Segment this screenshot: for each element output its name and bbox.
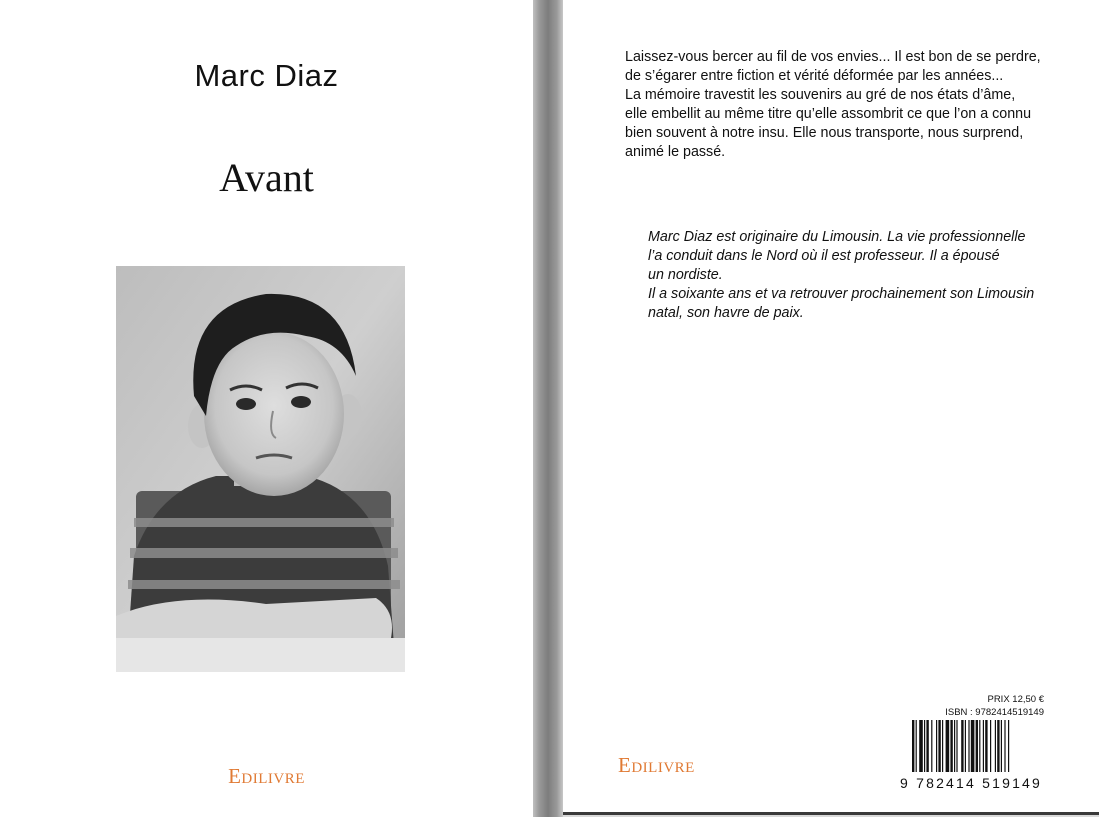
barcode-bar (931, 720, 932, 772)
barcode-icon (912, 720, 1047, 772)
blurb-line: animé le passé. (625, 144, 726, 160)
barcode-bar (1008, 720, 1009, 772)
barcode-bar (976, 720, 978, 772)
barcode-bar (919, 720, 923, 772)
barcode-group-2: 519149 (982, 775, 1043, 791)
barcode-bar (942, 720, 943, 772)
barcode-bar (926, 720, 928, 772)
blurb-line: de s’égarer entre fiction et vérité déformée par les années... (625, 68, 1004, 84)
barcode-bar (946, 720, 950, 772)
bio-line: un nordiste. (648, 267, 723, 283)
barcode-bar (938, 720, 940, 772)
barcode-bar (924, 720, 925, 772)
barcode-digits (900, 775, 1050, 791)
blurb-line: elle embellit au même titre qu’elle assombrit ce que l’on a connu (625, 106, 1032, 122)
barcode-bar (961, 720, 963, 772)
front-author-name: Marc Diaz (194, 58, 339, 93)
barcode-bar (916, 720, 917, 772)
author-bio (648, 228, 1038, 323)
bio-line: Marc Diaz est originaire du Limousin. La vie professionnelle (648, 229, 1026, 245)
barcode-bar (965, 720, 966, 772)
child-portrait-photo-icon (116, 266, 405, 672)
barcode-bar (1001, 720, 1002, 772)
blurb-line: Laissez-vous bercer au fil de vos envies... Il est bon de se perdre, (625, 49, 1041, 65)
barcode-bar (983, 720, 984, 772)
barcode-bar (979, 720, 980, 772)
front-publisher-logo: Edilivre (228, 764, 305, 788)
barcode-bar (956, 720, 957, 772)
barcode-bar (997, 720, 999, 772)
bio-line: l’a conduit dans le Nord où il est professeur. Il a épousé (648, 248, 1000, 264)
price-label: PRIX 12,50 € (987, 694, 1044, 705)
bio-line: natal, son havre de paix. (648, 305, 804, 321)
isbn-label: ISBN : 9782414519149 (945, 707, 1044, 718)
barcode-bar (1004, 720, 1005, 772)
barcode-bar (995, 720, 996, 772)
barcode-group-1: 782414 (916, 775, 977, 791)
barcode-bar (912, 720, 914, 772)
back-publisher-logo: Edilivre (618, 753, 695, 777)
front-cover (0, 0, 533, 817)
back-blurb (625, 48, 1050, 162)
barcode-first-digit: 9 (900, 775, 910, 791)
bio-line: Il a soixante ans et va retrouver prochainement son Limousin (648, 286, 1035, 302)
barcode-bar (936, 720, 937, 772)
book-title: Avant (219, 155, 314, 200)
barcode-bar (968, 720, 969, 772)
barcode-bar (990, 720, 991, 772)
cover-photo (116, 266, 405, 672)
blurb-line: La mémoire travestit les souvenirs au gré de nos états d’âme, (625, 87, 1016, 103)
barcode-bar (954, 720, 955, 772)
barcode-bar (971, 720, 975, 772)
barcode-bar (950, 720, 952, 772)
barcode-bar (985, 720, 987, 772)
blurb-line: bien souvent à notre insu. Elle nous transporte, nous surprend, (625, 125, 1024, 141)
book-gutter (533, 0, 563, 817)
